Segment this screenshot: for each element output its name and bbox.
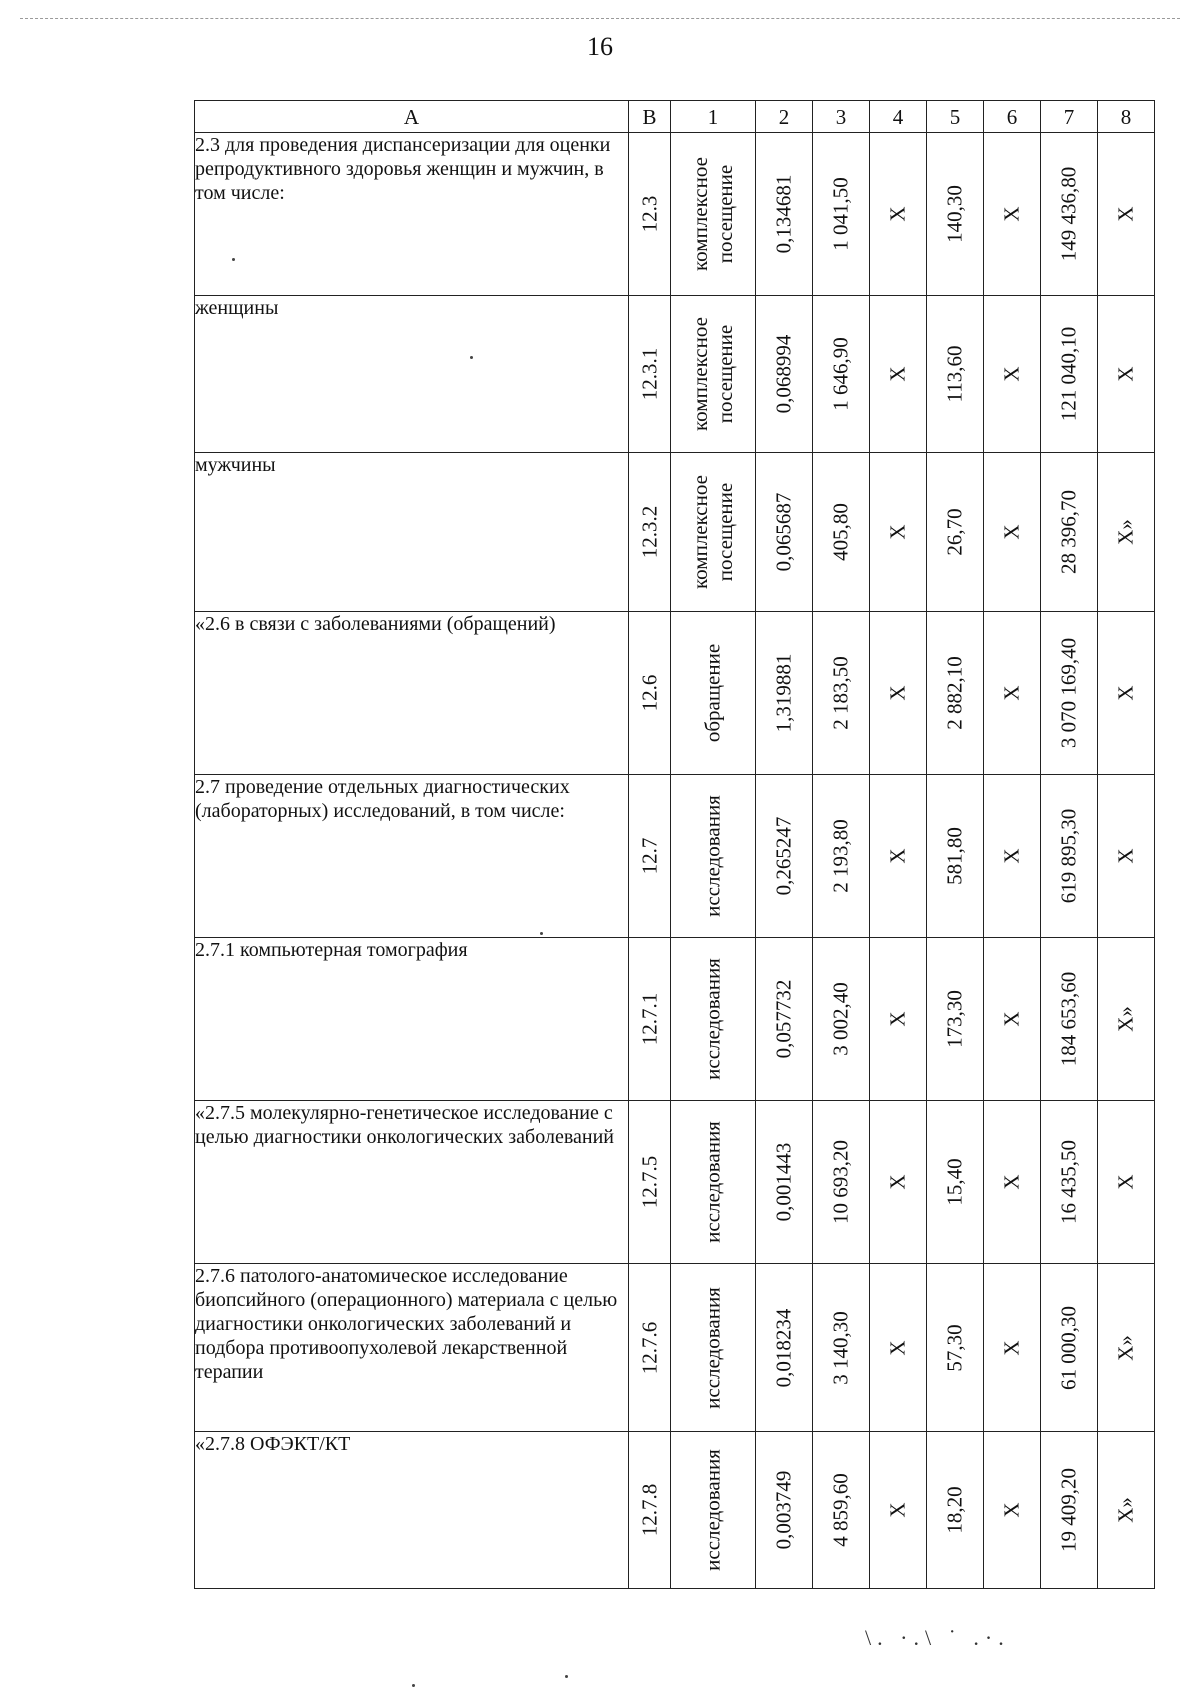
row-unit: комплексное посещение — [688, 475, 737, 589]
table-row — [195, 296, 1155, 453]
col-header: 5 — [927, 101, 984, 133]
row-col4-cell — [870, 612, 927, 775]
row-code-cell — [629, 1432, 671, 1589]
row-col8: Х» — [1113, 1006, 1138, 1032]
row-col7: 19 409,20 — [1056, 1468, 1081, 1552]
row-description: 2.7.6 патолого-анатомическое исследование биопсийного (операционного) материала с целью диагностики онкологических заболеваний и подбора противоопухолевой лекарственной терапии — [195, 1264, 629, 1432]
row-col2-cell — [756, 453, 813, 612]
row-col3: 3 140,30 — [828, 1310, 853, 1385]
row-col5: 2 882,10 — [942, 656, 967, 730]
row-col3: 4 859,60 — [828, 1473, 853, 1547]
row-col5-cell — [927, 453, 984, 612]
row-col7-cell — [1041, 453, 1098, 612]
row-col4-cell — [870, 296, 927, 453]
row-description: «2.7.8 ОФЭКТ/КТ — [195, 1432, 629, 1589]
row-code-cell — [629, 296, 671, 453]
row-unit-cell — [671, 775, 756, 938]
row-col4: Х — [885, 206, 910, 222]
row-col3-cell — [813, 938, 870, 1101]
row-code: 12.3.1 — [637, 347, 661, 401]
row-col4: Х — [885, 524, 910, 540]
row-col2: 0,001443 — [771, 1142, 796, 1222]
row-col5: 581,80 — [942, 827, 967, 885]
row-description: «2.6 в связи с заболеваниями (обращений) — [195, 612, 629, 775]
row-col6-cell — [984, 296, 1041, 453]
row-unit-cell — [671, 1432, 756, 1589]
row-col6: Х — [999, 1011, 1024, 1027]
page-number: 16 — [587, 32, 613, 61]
row-col6-cell — [984, 612, 1041, 775]
row-col2: 0,018234 — [771, 1308, 796, 1387]
row-col2: 0,065687 — [771, 492, 796, 572]
row-description: «2.7.5 молекулярно-генетическое исследование с целью диагностики онкологических заболеваний — [195, 1101, 629, 1264]
row-col5-cell — [927, 775, 984, 938]
row-code-cell — [629, 453, 671, 612]
scan-speck — [232, 258, 235, 261]
row-col3: 1 646,90 — [828, 337, 853, 411]
scan-speck — [540, 932, 543, 935]
row-unit: исследования — [700, 795, 725, 917]
row-description: 2.7.1 компьютерная томография — [195, 938, 629, 1101]
row-col7-cell — [1041, 612, 1098, 775]
row-col7: 121 040,10 — [1056, 326, 1081, 422]
col-header: 8 — [1098, 101, 1155, 133]
row-col5-cell — [927, 1264, 984, 1432]
row-col7-cell — [1041, 938, 1098, 1101]
row-col7-cell — [1041, 775, 1098, 938]
row-col5-cell — [927, 296, 984, 453]
col-header: 4 — [870, 101, 927, 133]
row-col5-cell — [927, 1432, 984, 1589]
row-col3-cell — [813, 296, 870, 453]
row-col6: Х — [999, 848, 1024, 864]
row-col3: 2 183,50 — [828, 656, 853, 730]
row-col7: 184 653,60 — [1056, 971, 1081, 1067]
row-col2-cell — [756, 1432, 813, 1589]
row-col7: 3 070 169,40 — [1056, 637, 1081, 749]
row-code: 12.7.6 — [637, 1321, 661, 1374]
row-col6: Х — [999, 366, 1024, 382]
table-row — [195, 1101, 1155, 1264]
row-code-cell — [629, 1264, 671, 1432]
row-col6-cell — [984, 453, 1041, 612]
row-col8: Х — [1113, 366, 1138, 382]
row-col3: 2 193,80 — [828, 819, 853, 893]
row-unit-cell — [671, 453, 756, 612]
row-col7: 619 895,30 — [1056, 808, 1081, 904]
row-col3: 405,80 — [828, 503, 853, 561]
row-unit-cell — [671, 296, 756, 453]
row-col5: 18,20 — [942, 1486, 967, 1534]
row-description: мужчины — [195, 453, 629, 612]
table-row — [195, 775, 1155, 938]
row-col8: Х — [1113, 685, 1138, 701]
row-code: 12.3 — [637, 195, 661, 233]
table-row — [195, 612, 1155, 775]
row-col2-cell — [756, 1101, 813, 1264]
row-col8-cell — [1098, 133, 1155, 296]
row-col6-cell — [984, 1264, 1041, 1432]
table-row — [195, 1432, 1155, 1589]
row-col3-cell — [813, 775, 870, 938]
row-code: 12.7.8 — [637, 1483, 661, 1537]
row-unit-cell — [671, 612, 756, 775]
row-col8: Х» — [1113, 1497, 1138, 1523]
row-col7-cell — [1041, 1101, 1098, 1264]
row-col5-cell — [927, 938, 984, 1101]
row-code: 12.7.1 — [637, 992, 661, 1046]
scan-speck — [470, 356, 473, 359]
row-col3-cell — [813, 133, 870, 296]
scan-edge-line — [20, 18, 1180, 19]
row-unit: исследования — [700, 1286, 725, 1409]
row-col6: Х — [999, 1502, 1024, 1518]
row-col2: 1,319881 — [771, 653, 796, 733]
tariff-table — [194, 100, 1155, 1589]
row-col4-cell — [870, 1101, 927, 1264]
row-col6-cell — [984, 775, 1041, 938]
row-col7-cell — [1041, 1432, 1098, 1589]
col-header: 3 — [813, 101, 870, 133]
row-col3-cell — [813, 1101, 870, 1264]
row-col8-cell — [1098, 453, 1155, 612]
row-col8: Х — [1113, 206, 1138, 222]
row-unit: комплексное посещение — [688, 157, 737, 271]
row-col8: Х — [1113, 848, 1138, 864]
row-col5-cell — [927, 133, 984, 296]
row-col4: Х — [885, 1339, 910, 1356]
row-col8: Х» — [1113, 1334, 1138, 1361]
row-col7: 61 000,30 — [1056, 1305, 1081, 1390]
row-col4-cell — [870, 133, 927, 296]
row-col4: Х — [885, 1174, 910, 1190]
row-code-cell — [629, 612, 671, 775]
row-col6: Х — [999, 206, 1024, 222]
row-unit: обращение — [700, 643, 725, 743]
header-row — [195, 101, 1155, 133]
row-col8-cell — [1098, 1264, 1155, 1432]
row-col6: Х — [999, 1339, 1024, 1356]
row-col5-cell — [927, 1101, 984, 1264]
row-unit: исследования — [700, 958, 725, 1080]
row-col5: 173,30 — [942, 990, 967, 1048]
row-col2-cell — [756, 296, 813, 453]
row-col3: 3 002,40 — [828, 982, 853, 1056]
row-code-cell — [629, 775, 671, 938]
table-row — [195, 453, 1155, 612]
col-header: 2 — [756, 101, 813, 133]
row-col2-cell — [756, 133, 813, 296]
row-unit-cell — [671, 938, 756, 1101]
row-col8-cell — [1098, 296, 1155, 453]
handwritten-marks: \. ·.\ ˙ .·. — [865, 1625, 1010, 1650]
row-col5: 15,40 — [942, 1158, 967, 1206]
row-col8-cell — [1098, 612, 1155, 775]
col-header: 1 — [671, 101, 756, 133]
scan-speck — [565, 1675, 568, 1678]
row-col2-cell — [756, 775, 813, 938]
row-col3: 10 693,20 — [828, 1140, 853, 1224]
row-col4: Х — [885, 366, 910, 382]
row-col5: 57,30 — [942, 1323, 967, 1372]
row-col8-cell — [1098, 938, 1155, 1101]
row-col4: Х — [885, 1011, 910, 1027]
row-description: 2.7 проведение отдельных диагностических (лабораторных) исследований, в том числе: — [195, 775, 629, 938]
row-col2: 0,134681 — [771, 174, 796, 254]
row-col8-cell — [1098, 1101, 1155, 1264]
row-col2: 0,265247 — [771, 816, 796, 896]
row-col6: Х — [999, 524, 1024, 540]
row-col4: Х — [885, 1502, 910, 1518]
row-col2: 0,003749 — [771, 1470, 796, 1550]
col-header: А — [195, 101, 629, 133]
row-code: 12.6 — [637, 674, 661, 712]
row-col8: Х» — [1113, 519, 1138, 545]
row-code: 12.7 — [637, 837, 661, 875]
row-col5: 26,70 — [942, 508, 967, 556]
row-col6-cell — [984, 1432, 1041, 1589]
row-unit: комплексное посещение — [688, 317, 737, 431]
row-col8-cell — [1098, 775, 1155, 938]
row-col3-cell — [813, 1264, 870, 1432]
row-col7: 16 435,50 — [1056, 1140, 1081, 1224]
table-row — [195, 1264, 1155, 1432]
row-col2-cell — [756, 612, 813, 775]
row-description: женщины — [195, 296, 629, 453]
row-col5: 140,30 — [942, 185, 967, 243]
row-col4-cell — [870, 938, 927, 1101]
row-col2-cell — [756, 1264, 813, 1432]
row-col3-cell — [813, 1432, 870, 1589]
row-col2: 0,057732 — [771, 979, 796, 1059]
row-col7: 149 436,80 — [1056, 166, 1081, 262]
row-col6-cell — [984, 938, 1041, 1101]
row-col8: Х — [1113, 1174, 1138, 1190]
col-header: В — [629, 101, 671, 133]
row-col5-cell — [927, 612, 984, 775]
scan-speck — [412, 1684, 415, 1687]
row-code: 12.3.2 — [637, 505, 661, 559]
row-col6-cell — [984, 133, 1041, 296]
row-col3-cell — [813, 453, 870, 612]
row-col7-cell — [1041, 133, 1098, 296]
row-col4-cell — [870, 1432, 927, 1589]
col-header: 7 — [1041, 101, 1098, 133]
row-col3: 1 041,50 — [828, 177, 853, 251]
row-code-cell — [629, 938, 671, 1101]
row-unit-cell — [671, 1264, 756, 1432]
row-unit-cell — [671, 1101, 756, 1264]
row-col2: 0,068994 — [771, 334, 796, 414]
row-col6-cell — [984, 1101, 1041, 1264]
row-col6: Х — [999, 685, 1024, 701]
row-unit: исследования — [700, 1449, 725, 1571]
row-col2-cell — [756, 938, 813, 1101]
row-col4: Х — [885, 685, 910, 701]
row-code-cell — [629, 133, 671, 296]
row-col4-cell — [870, 1264, 927, 1432]
row-col7-cell — [1041, 296, 1098, 453]
row-col4-cell — [870, 453, 927, 612]
row-description: 2.3 для проведения диспансеризации для оценки репродуктивного здоровья женщин и мужчин, в том числе: — [195, 133, 629, 296]
table-row — [195, 938, 1155, 1101]
row-code: 12.7.5 — [637, 1155, 661, 1209]
row-col7: 28 396,70 — [1056, 490, 1081, 574]
col-header: 6 — [984, 101, 1041, 133]
row-unit-cell — [671, 133, 756, 296]
row-col8-cell — [1098, 1432, 1155, 1589]
row-col4-cell — [870, 775, 927, 938]
row-unit: исследования — [700, 1121, 725, 1243]
row-col5: 113,60 — [942, 345, 967, 403]
table-row — [195, 133, 1155, 296]
row-col7-cell — [1041, 1264, 1098, 1432]
row-col4: Х — [885, 848, 910, 864]
row-col6: Х — [999, 1174, 1024, 1190]
row-code-cell — [629, 1101, 671, 1264]
row-col3-cell — [813, 612, 870, 775]
